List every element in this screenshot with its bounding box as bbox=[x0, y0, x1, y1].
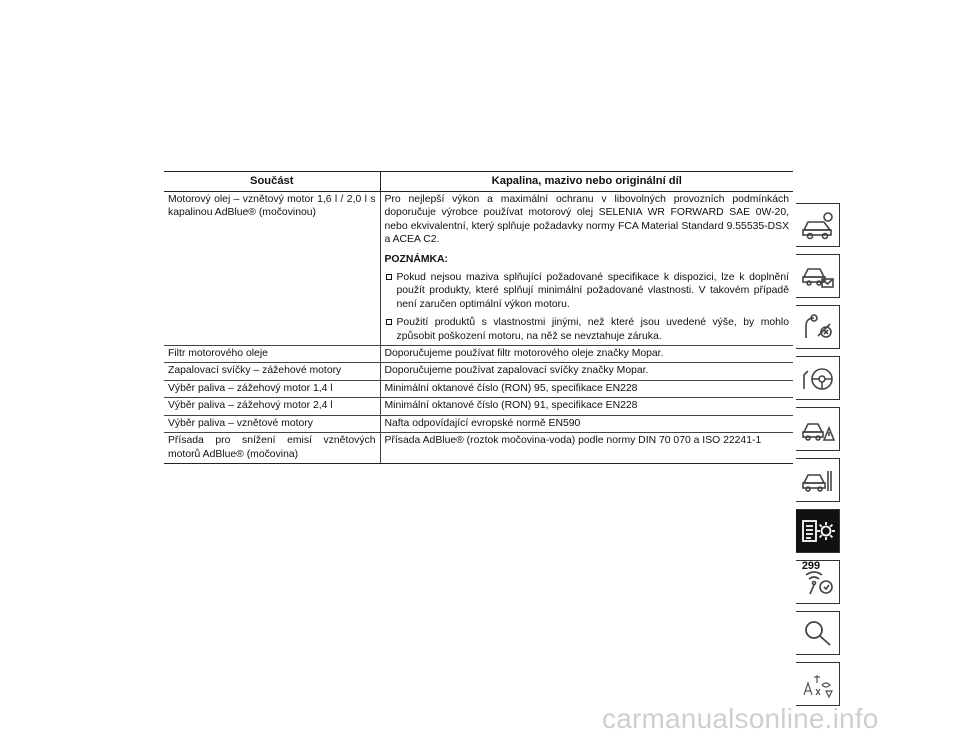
header-fluid: Kapalina, mazivo nebo originální díl bbox=[380, 172, 793, 192]
watermark: carmanualsonline.info bbox=[602, 703, 879, 734]
specification-table bbox=[164, 171, 793, 464]
tab-car-service[interactable] bbox=[796, 458, 840, 502]
note-bullet bbox=[385, 316, 790, 343]
car-service-icon bbox=[800, 465, 836, 495]
note-title: POZNÁMKA: bbox=[384, 253, 448, 265]
table-row bbox=[164, 415, 793, 432]
table-row bbox=[164, 346, 793, 363]
car-messages-icon bbox=[800, 261, 836, 291]
table-row bbox=[164, 398, 793, 415]
chapter-tabs bbox=[796, 203, 841, 713]
table-header-row bbox=[164, 172, 793, 192]
tab-index[interactable] bbox=[796, 611, 840, 655]
header-component: Součást bbox=[164, 172, 380, 192]
page-number: 299 bbox=[801, 560, 821, 572]
magnifier-icon bbox=[800, 618, 836, 648]
tab-technical-specs[interactable] bbox=[796, 509, 840, 553]
cell-fluid: Minimální oktanové číslo (RON) 91, specifikace EN228 bbox=[380, 398, 793, 415]
table-row bbox=[164, 192, 793, 346]
cell-fluid: Přísada AdBlue® (roztok močovina-voda) podle normy DIN 70 070 a ISO 22241-1 bbox=[380, 433, 793, 464]
cell-fluid: Nafta odpovídající evropské normě EN590 bbox=[380, 415, 793, 432]
tab-car-safety[interactable] bbox=[796, 305, 840, 349]
cell-fluid: Doporučujeme používat filtr motorového oleje značky Mopar. bbox=[380, 346, 793, 363]
note-bullet bbox=[385, 271, 790, 311]
cell-component: Výběr paliva – zážehový motor 2,4 l bbox=[164, 398, 380, 415]
table-row bbox=[164, 380, 793, 397]
steering-wheel-icon bbox=[800, 363, 836, 393]
cell-component: Filtr motorového oleje bbox=[164, 346, 380, 363]
cell-fluid bbox=[380, 192, 793, 346]
tab-car-messages[interactable] bbox=[796, 254, 840, 298]
car-emergency-icon bbox=[800, 414, 836, 444]
checkbox-bullet-icon bbox=[386, 274, 392, 280]
note-bullet-text: Použití produktů s vlastnostmi jinými, než které jsou uvedené výše, by mohlo způsobit poškození motoru, na něž se nevztahuje záruka. bbox=[396, 317, 789, 342]
cell-fluid: Minimální oktanové číslo (RON) 95, specifikace EN228 bbox=[380, 380, 793, 397]
tab-languages[interactable] bbox=[796, 662, 840, 706]
tab-car-emergency[interactable] bbox=[796, 407, 840, 451]
car-safety-icon bbox=[800, 312, 836, 342]
cell-component: Výběr paliva – zážehový motor 1,4 l bbox=[164, 380, 380, 397]
cell-component: Výběr paliva – vznětové motory bbox=[164, 415, 380, 432]
cell-component: Přísada pro snížení emisí vznětových motorů AdBlue® (močovina) bbox=[164, 433, 380, 464]
cell-component: Zapalovací svíčky – zážehové motory bbox=[164, 363, 380, 380]
note-bullet-text: Pokud nejsou maziva splňující požadované specifikace k dispozici, lze k doplnění použít produkty, které splňují minimální požadované vlastnosti. V takovém případě není zaručen optimální výkon motoru. bbox=[396, 272, 789, 310]
checkbox-bullet-icon bbox=[386, 319, 392, 325]
languages-icon bbox=[800, 669, 836, 699]
car-info-icon bbox=[800, 210, 836, 240]
table-row bbox=[164, 363, 793, 380]
tab-steering[interactable] bbox=[796, 356, 840, 400]
cell-fluid: Doporučujeme používat zapalovací svíčky značky Mopar. bbox=[380, 363, 793, 380]
tab-car-info[interactable] bbox=[796, 203, 840, 247]
table-row bbox=[164, 433, 793, 464]
cell-component: Motorový olej – vznětový motor 1,6 l / 2,0 l s kapalinou AdBlue® (močovinou) bbox=[164, 192, 380, 346]
fluid-description: Pro nejlepší výkon a maximální ochranu v libovolných provozních podmínkách doporučuje výrobce používat motorový olej SELENIA WR FORWARD SAE 0W-20, nebo ekvivalentní, který splňuje požadavky normy FCA Material Standard 9.55535-DSX a ACEA C2. bbox=[384, 194, 789, 246]
technical-specs-icon bbox=[800, 516, 836, 546]
